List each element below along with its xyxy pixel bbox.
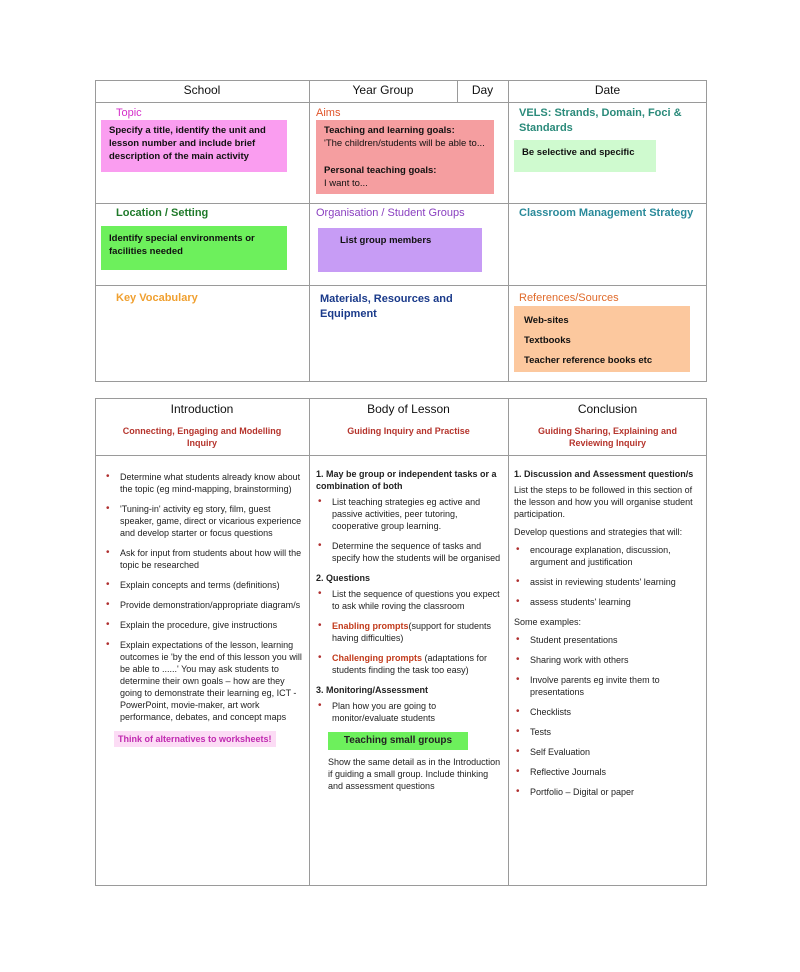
- list-item: [316, 652, 504, 676]
- divider: [508, 80, 509, 382]
- vocab-label: Key Vocabulary: [116, 292, 198, 304]
- list-item: • Checklists: [514, 706, 702, 718]
- intro-content: [104, 471, 304, 747]
- body-section-1-list: [316, 496, 504, 564]
- conclusion-title: Conclusion: [577, 402, 638, 416]
- body-section-3-heading: 3. Monitoring/Assessment: [316, 685, 429, 695]
- small-groups-box: [328, 732, 468, 750]
- body-section-3-list: [316, 700, 504, 724]
- references-box: [514, 306, 690, 372]
- conclusion-list-2: [514, 634, 702, 798]
- aims-box: [316, 120, 494, 194]
- topic-box: Specify a title, identify the unit and lesson number and include brief description of the main activity: [101, 120, 287, 172]
- list-item: • Explain concepts and terms (definitions): [104, 579, 304, 591]
- vels-box: Be selective and specific: [514, 140, 656, 172]
- list-item: • List the sequence of questions you expect to ask while roving the classroom: [316, 588, 504, 612]
- location-box: Identify special environments or facilities needed: [101, 226, 287, 270]
- body-subtitle: Guiding Inquiry and Practise: [347, 426, 470, 436]
- small-groups-text: Show the same detail as in the Introduction if guiding a small group. Include thinking and assessment questions: [328, 757, 501, 791]
- conclusion-paragraph: Develop questions and strategies that will:: [514, 527, 683, 537]
- header-date: Date: [594, 83, 621, 97]
- list-item: • Reflective Journals: [514, 766, 702, 778]
- list-item: • Involve parents eg invite them to presentations: [514, 674, 702, 698]
- list-item: • encourage explanation, discussion, argument and justification: [514, 544, 702, 568]
- body-section-2-list: [316, 588, 504, 676]
- organisation-label: Organisation / Student Groups: [316, 207, 465, 219]
- intro-subtitle: Connecting, Engaging and Modelling Inquiry: [122, 426, 282, 448]
- references-label: References/Sources: [519, 292, 619, 304]
- divider: [309, 80, 310, 382]
- body-title: Body of Lesson: [367, 402, 450, 416]
- challenging-prompts: Challenging prompts: [332, 653, 422, 663]
- divider: [508, 398, 509, 886]
- list-item: [316, 620, 504, 644]
- list-item: • Determine what students already know about the topic (eg mind-mapping, brainstorming): [104, 471, 304, 495]
- body-section-2-heading: 2. Questions: [316, 573, 371, 583]
- list-item: • assess students' learning: [514, 596, 702, 608]
- topic-label: Topic: [116, 107, 142, 119]
- conclusion-heading: 1. Discussion and Assessment question/s: [514, 469, 694, 479]
- conclusion-paragraph: List the steps to be followed in this section of the lesson and how you will organise student participation.: [514, 485, 693, 519]
- list-item: • Self Evaluation: [514, 746, 702, 758]
- enabling-prompts: Enabling prompts: [332, 621, 409, 631]
- small-groups-label: Teaching small groups: [343, 735, 453, 746]
- intro-footer-box: [114, 731, 276, 747]
- list-item: • Explain expectations of the lesson, learning outcomes ie 'by the end of this lesson you will be able to ......' You may ask students to determine their own goals – how are they going to demonstrate their learning eg, ICT - PowerPoint, movie-maker, art work performance, debates, and concept maps: [104, 639, 304, 723]
- conclusion-paragraph: Some examples:: [514, 617, 582, 627]
- list-item: • Determine the sequence of tasks and specify how the students will be organised: [316, 540, 504, 564]
- materials-label: Materials, Resources and Equipment: [320, 293, 453, 320]
- intro-title: Introduction: [170, 402, 234, 416]
- classroom-label: Classroom Management Strategy: [519, 207, 694, 219]
- conclusion-subtitle: Guiding Sharing, Explaining and Reviewing Inquiry: [537, 426, 677, 448]
- aims-children-will: 'The children/students will be able to...: [324, 138, 485, 149]
- divider: [95, 203, 707, 204]
- list-item: • Explain the procedure, give instructions: [104, 619, 304, 631]
- reference-item: Teacher reference books etc: [524, 355, 653, 366]
- header-school: School: [183, 83, 221, 97]
- list-item: • List teaching strategies eg active and passive activities, peer tutoring, cooperative group learning.: [316, 496, 504, 532]
- organisation-box: List group members: [318, 228, 482, 272]
- reference-item: Web-sites: [524, 315, 569, 326]
- reference-item: Textbooks: [524, 335, 571, 346]
- vels-label: VELS: Strands, Domain, Foci & Standards: [519, 107, 682, 134]
- header-year-group: Year Group: [352, 83, 414, 97]
- intro-list: [104, 471, 304, 723]
- body-content: [316, 468, 504, 792]
- body-section-1-heading: 1. May be group or independent tasks or a combination of both: [316, 469, 497, 491]
- list-item: • Provide demonstration/appropriate diagram/s: [104, 599, 304, 611]
- conclusion-list-1: [514, 544, 702, 608]
- intro-footer: Think of alternatives to worksheets!: [118, 734, 272, 744]
- list-item: • Sharing work with others: [514, 654, 702, 666]
- list-item: • Tests: [514, 726, 702, 738]
- enabling-prompts-text: (support for students having difficulties): [332, 621, 492, 643]
- list-item: • Student presentations: [514, 634, 702, 646]
- header-day: Day: [471, 83, 494, 97]
- list-item: • Ask for input from students about how will the topic be researched: [104, 547, 304, 571]
- conclusion-content: [514, 468, 702, 806]
- challenging-prompts-text: (adaptations for students finding the task too easy): [332, 653, 488, 675]
- divider: [309, 398, 310, 886]
- aims-i-want: I want to...: [324, 178, 368, 189]
- aims-teaching-goals: Teaching and learning goals:: [324, 125, 455, 136]
- list-item: • Plan how you are going to monitor/evaluate students: [316, 700, 504, 724]
- location-label: Location / Setting: [116, 207, 209, 219]
- aims-label: Aims: [316, 107, 341, 119]
- divider: [95, 455, 707, 456]
- list-item: • assist in reviewing students' learning: [514, 576, 702, 588]
- list-item: • 'Tuning-in' activity eg story, film, guest speaker, game, direct or vicarious experience and develop starter or focus questions: [104, 503, 304, 539]
- divider: [95, 102, 707, 103]
- aims-personal-goals: Personal teaching goals:: [324, 165, 437, 176]
- divider: [95, 285, 707, 286]
- list-item: • Portfolio – Digital or paper: [514, 786, 702, 798]
